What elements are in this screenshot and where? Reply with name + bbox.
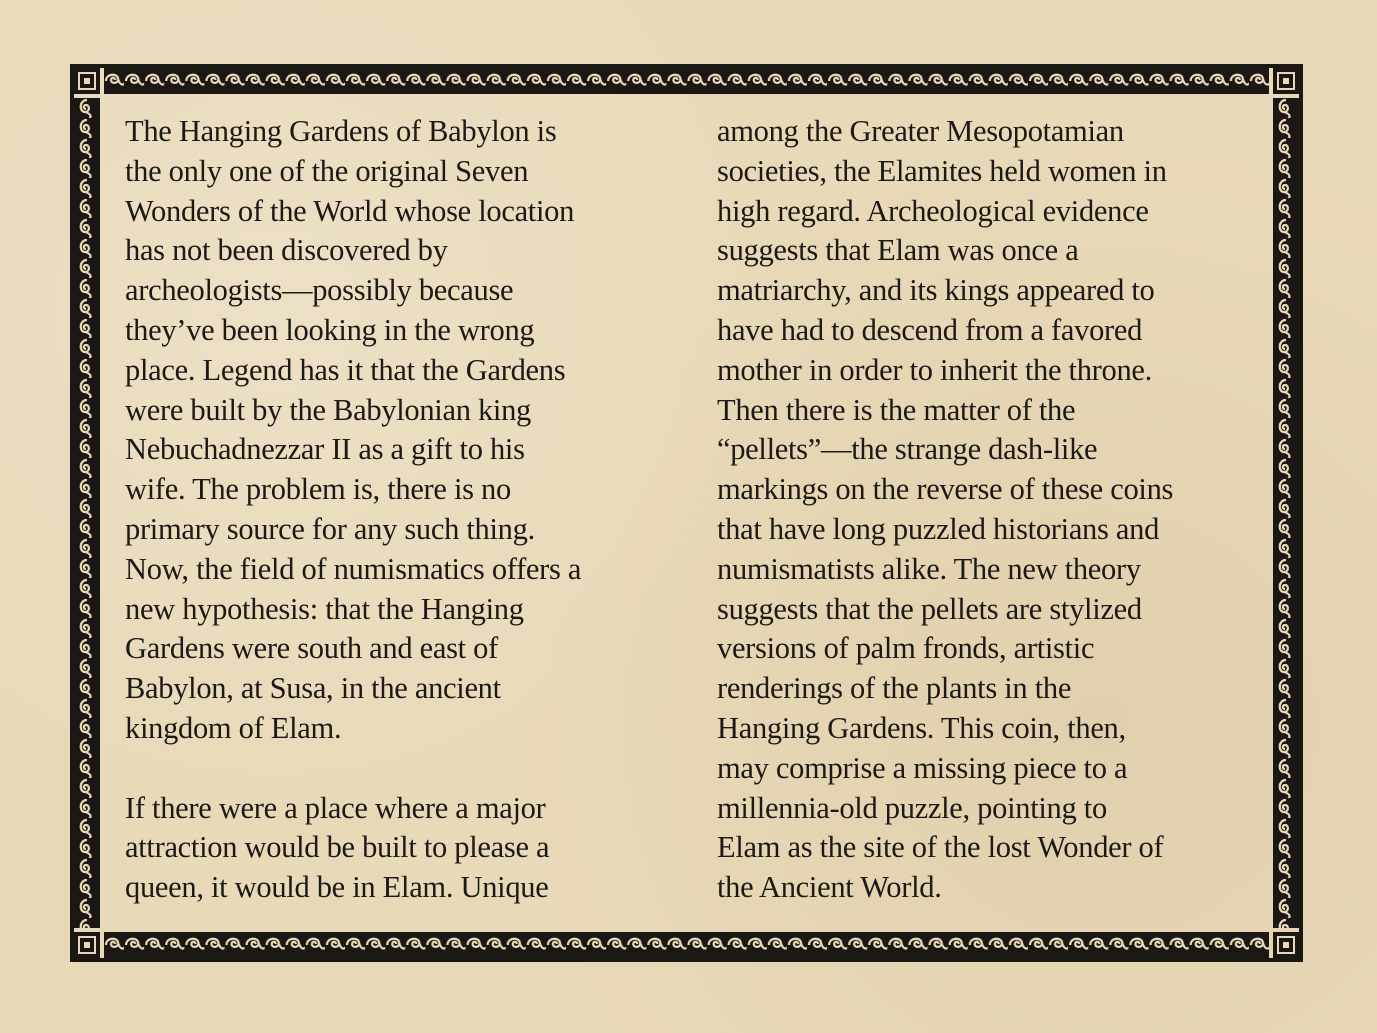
text-line: queen, it would be in Elam. Unique <box>125 870 549 905</box>
text-line: renderings of the plants in the <box>717 671 1072 706</box>
text-line: archeologists—possibly because <box>125 273 514 308</box>
paragraph-elam <box>125 789 685 908</box>
corner-ornament-icon <box>74 932 100 958</box>
text-line: that have long puzzled historians and <box>717 511 1160 546</box>
scroll-pattern-top <box>104 68 1269 94</box>
text-line: primary source for any such thing. <box>125 511 535 546</box>
text-line: markings on the reverse of these coins <box>717 472 1174 507</box>
text-line: societies, the Elamites held women in <box>717 153 1167 188</box>
text-line: Wonders of the World whose location <box>125 193 575 228</box>
text-line: suggests that the pellets are stylized <box>717 591 1142 626</box>
text-line: Now, the field of numismatics offers a <box>125 551 582 586</box>
text-line: has not been discovered by <box>125 233 448 268</box>
text-line: high regard. Archeological evidence <box>717 193 1149 228</box>
paragraph-gap <box>125 749 685 789</box>
border-corner-ornament <box>1273 932 1299 958</box>
text-line: Nebuchadnezzar II as a gift to his <box>125 432 525 467</box>
text-line: Elam as the site of the lost Wonder of <box>717 830 1164 865</box>
text-line: kingdom of Elam. <box>125 710 342 745</box>
text-line: the only one of the original Seven <box>125 153 529 188</box>
text-line: “pellets”—the strange dash-like <box>717 432 1098 467</box>
border-corner-ornament <box>74 932 100 958</box>
corner-ornament-icon <box>1273 68 1299 94</box>
border-left-scroll-pattern <box>74 98 100 928</box>
text-line: the Ancient World. <box>717 870 942 905</box>
text-line: Gardens were south and east of <box>125 631 498 666</box>
text-line: among the Greater Mesopotamian <box>717 114 1124 148</box>
text-line: place. Legend has it that the Gardens <box>125 352 566 387</box>
text-line: Babylon, at Susa, in the ancient <box>125 671 501 706</box>
border-top-scroll-pattern <box>104 68 1269 94</box>
scroll-pattern-bottom <box>104 932 1269 958</box>
text-line: suggests that Elam was once a <box>717 233 1079 268</box>
right-column <box>717 112 1277 908</box>
left-column <box>125 112 685 908</box>
border-corner-ornament <box>74 68 100 94</box>
text-line: mother in order to inherit the throne. <box>717 352 1152 387</box>
corner-ornament-icon <box>74 68 100 94</box>
corner-ornament-icon <box>1273 932 1299 958</box>
paragraph-hanging-gardens <box>125 112 685 749</box>
text-line: were built by the Babylonian king <box>125 392 532 427</box>
text-line: matriarchy, and its kings appeared to <box>717 273 1155 308</box>
text-line: have had to descend from a favored <box>717 312 1143 347</box>
text-line: versions of palm fronds, artistic <box>717 631 1095 666</box>
text-line: Then there is the matter of the <box>717 392 1076 427</box>
border-corner-ornament <box>1273 68 1299 94</box>
text-line: Hanging Gardens. This coin, then, <box>717 710 1126 745</box>
text-line: may comprise a missing piece to a <box>717 750 1128 785</box>
text-line: millennia-old puzzle, pointing to <box>717 790 1107 825</box>
text-line: numismatists alike. The new theory <box>717 551 1141 586</box>
text-line: The Hanging Gardens of Babylon is <box>125 114 557 148</box>
text-line: new hypothesis: that the Hanging <box>125 591 524 626</box>
text-line: attraction would be built to please a <box>125 830 550 865</box>
paragraph-elam-continued <box>717 112 1277 908</box>
text-line: If there were a place where a major <box>125 790 546 825</box>
text-line: they’ve been looking in the wrong <box>125 312 535 347</box>
scroll-pattern-left <box>74 98 100 928</box>
article-body <box>125 112 1265 912</box>
text-line: wife. The problem is, there is no <box>125 472 511 507</box>
border-bottom-scroll-pattern <box>104 932 1269 958</box>
